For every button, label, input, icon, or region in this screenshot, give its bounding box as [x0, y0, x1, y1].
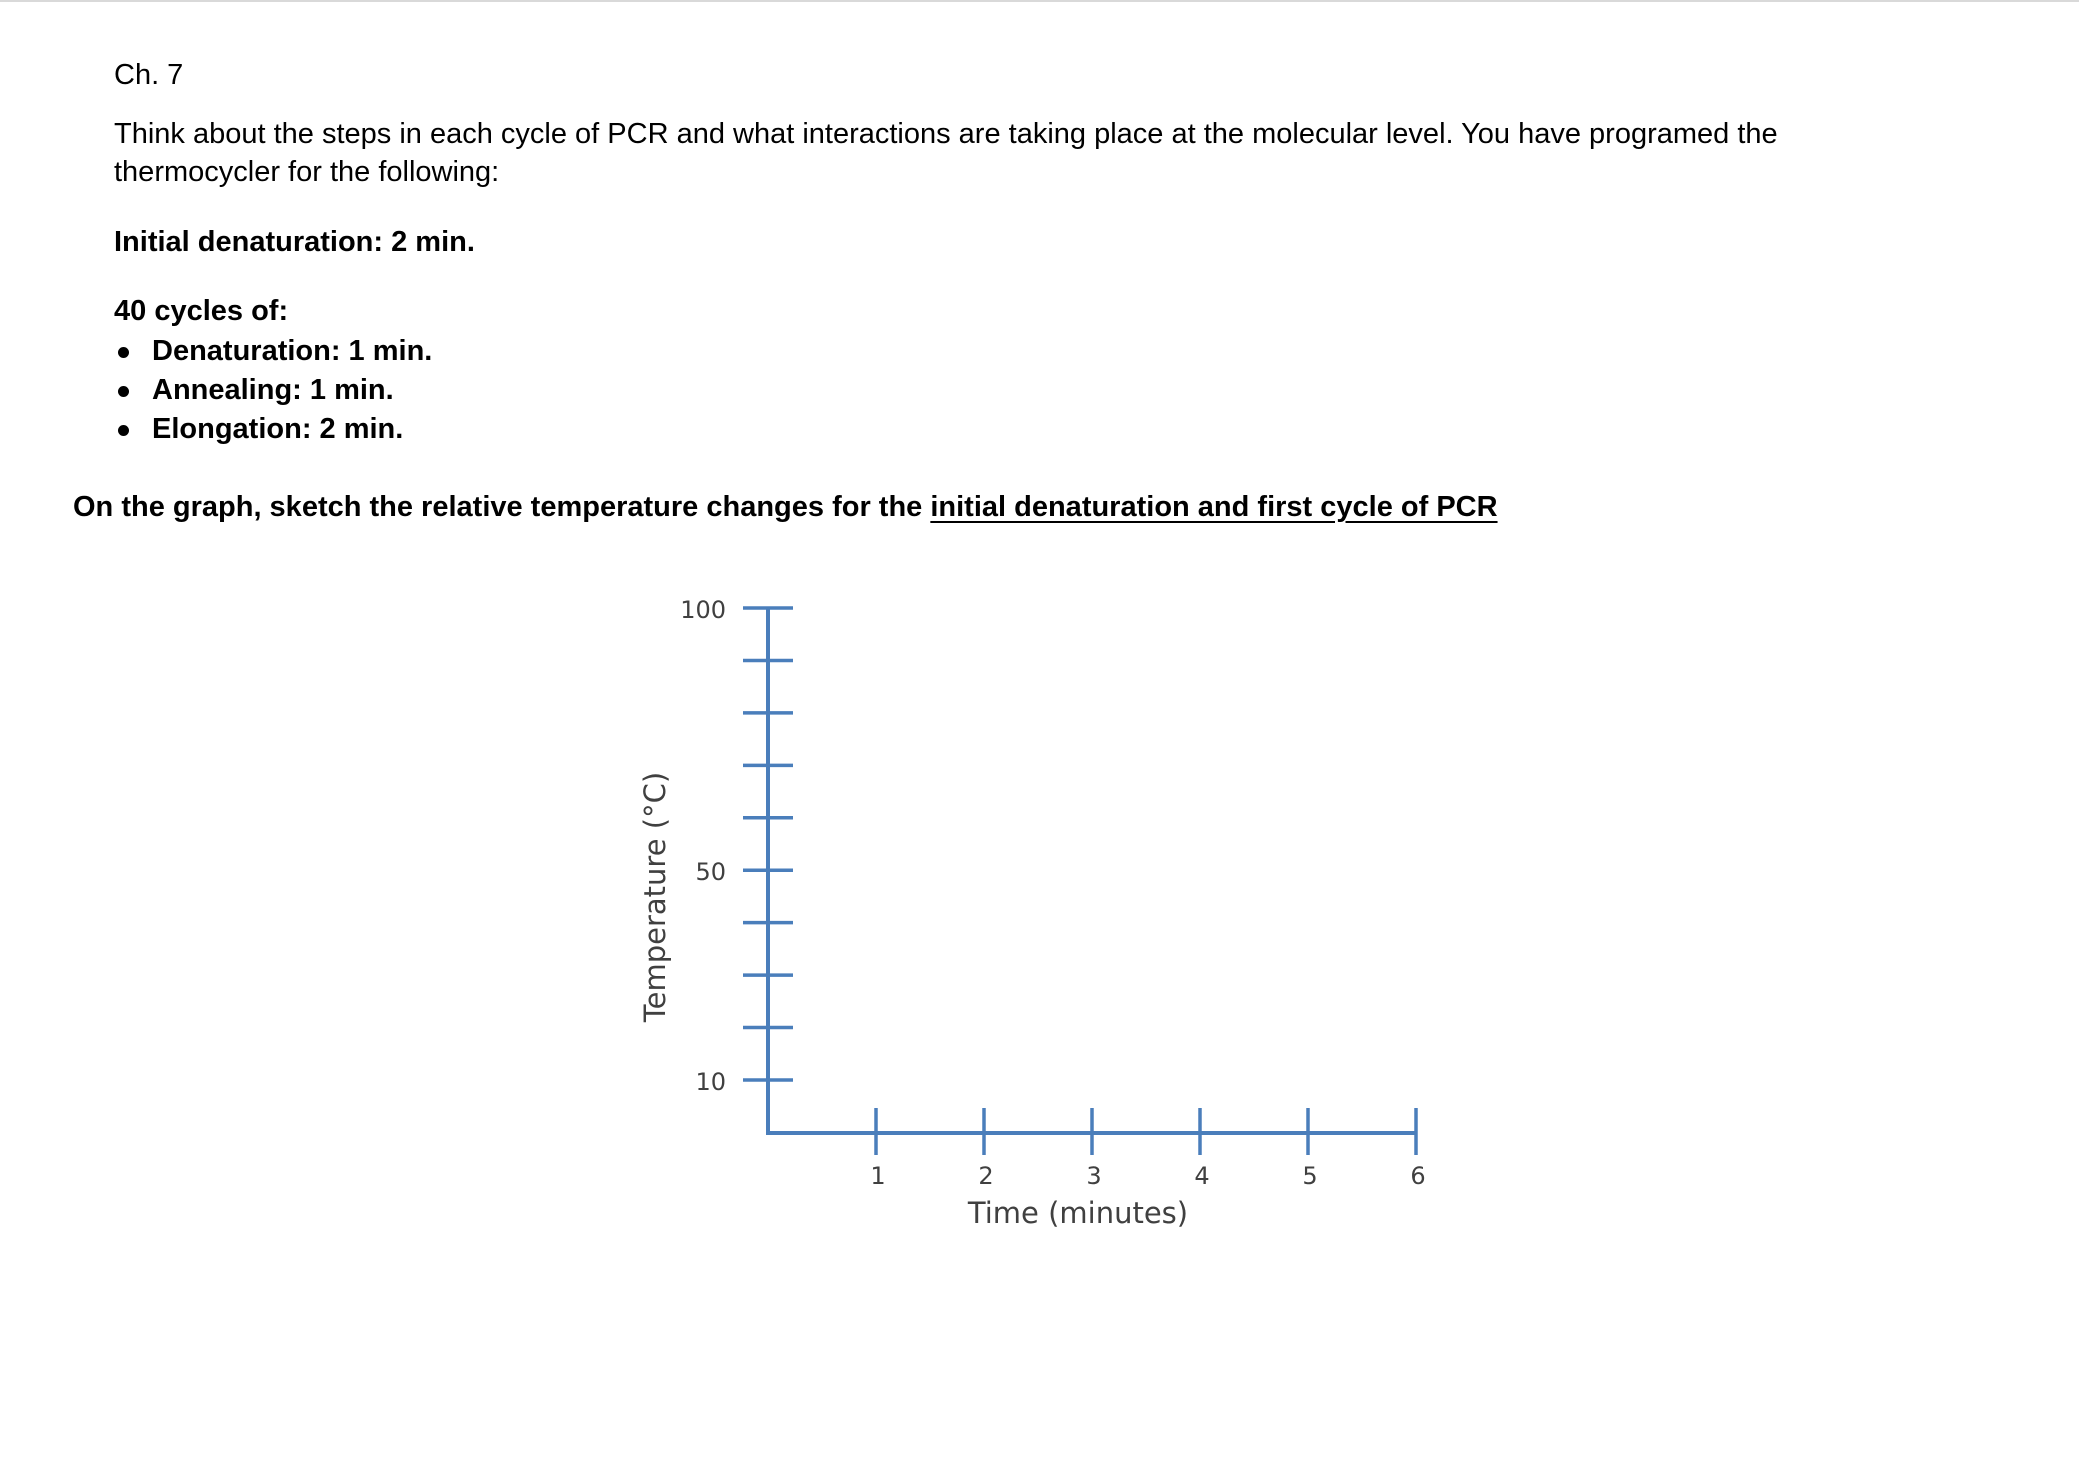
x-tick-label: 6 — [1410, 1162, 1426, 1190]
y-axis-title: Temperature (°C) — [638, 771, 672, 1023]
intro-line-1: Think about the steps in each cycle of PCR and what interactions are taking place at the molecular level. You have programed the — [114, 118, 1778, 150]
instruction-underlined: initial denaturation and first cycle of PCR — [930, 491, 1498, 523]
cycle-step-denaturation: Denaturation: 1 min. — [152, 335, 433, 367]
y-axis — [680, 596, 793, 1133]
x-tick-label: 2 — [978, 1162, 994, 1190]
x-tick-label: 5 — [1302, 1162, 1318, 1190]
x-tick-label: 4 — [1194, 1162, 1210, 1190]
cycle-step-annealing: Annealing: 1 min. — [152, 374, 394, 406]
x-axis-title: Time (minutes) — [967, 1196, 1189, 1230]
cycle-step-elongation: Elongation: 2 min. — [152, 413, 404, 445]
x-tick-label: 3 — [1086, 1162, 1102, 1190]
instruction-prefix: On the graph, sketch the relative temperature changes for the — [73, 491, 931, 523]
chapter-heading: Ch. 7 — [114, 59, 184, 91]
y-tick-label: 10 — [695, 1068, 726, 1096]
x-tick-label: 1 — [870, 1162, 886, 1190]
intro-line-2: thermocycler for the following: — [114, 156, 500, 188]
y-tick-label: 100 — [680, 596, 726, 624]
cycles-heading: 40 cycles of: — [114, 295, 289, 327]
y-tick-label: 50 — [695, 858, 726, 887]
x-axis — [766, 1108, 1426, 1190]
initial-denaturation: Initial denaturation: 2 min. — [114, 226, 475, 258]
